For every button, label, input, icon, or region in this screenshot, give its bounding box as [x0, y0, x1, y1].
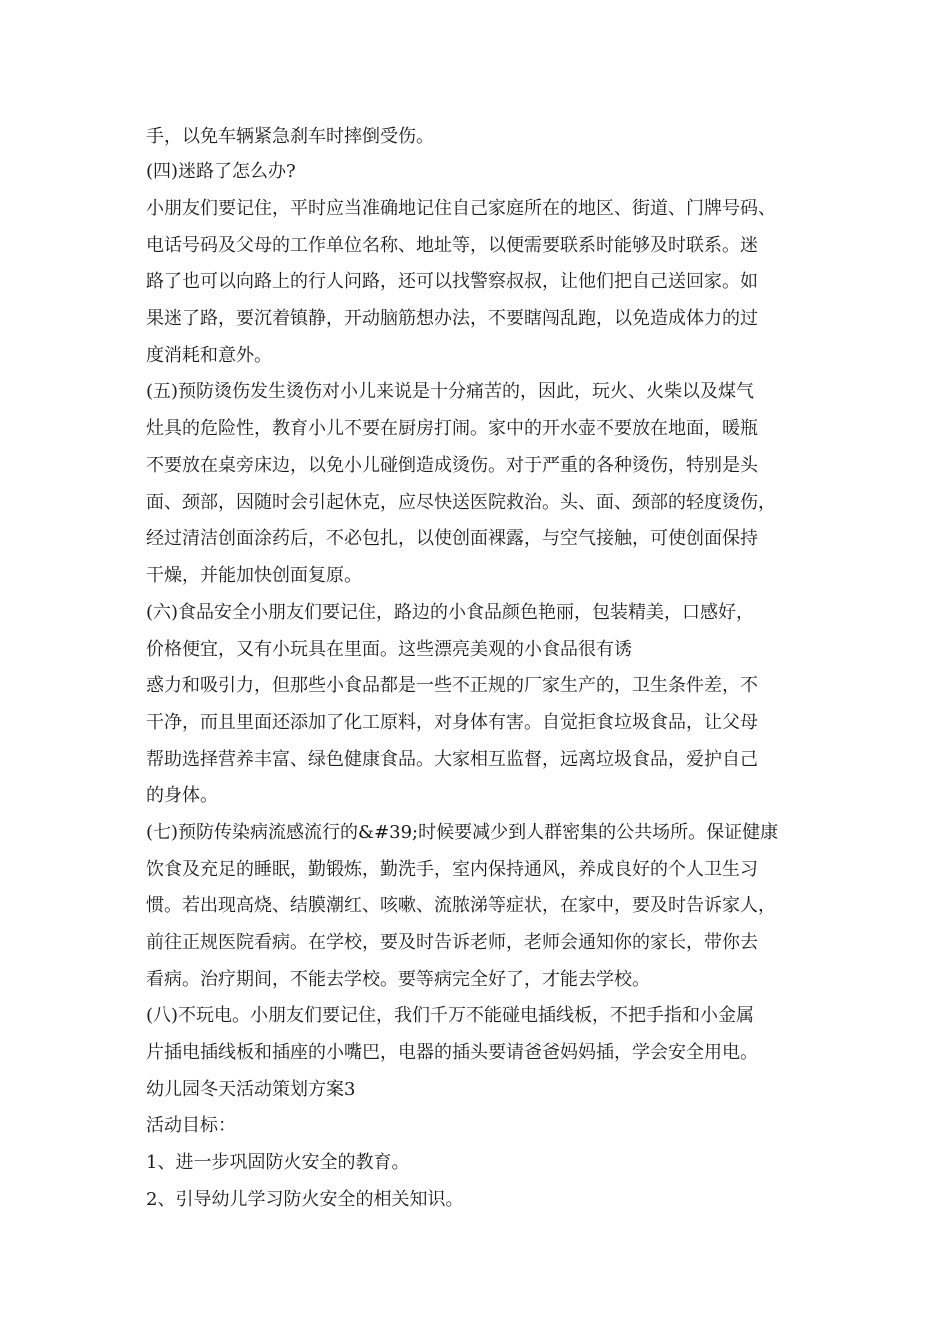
text-line: 价格便宜，又有小玩具在里面。这些漂亮美观的小食品很有诱	[146, 639, 632, 660]
text-line: 不要放在桌旁床边，以免小儿碰倒造成烫伤。对于严重的各种烫伤，特别是头	[146, 455, 758, 476]
text-line: 小朋友们要记住，平时应当准确地记住自己家庭所在的地区、街道、门牌号码、	[146, 198, 776, 219]
text-line: 灶具的危险性，教育小儿不要在厨房打闹。家中的开水壶不要放在地面，暖瓶	[146, 418, 758, 439]
text-line: 干燥，并能加快创面复原。	[146, 565, 362, 586]
text-line: 经过清洁创面涂药后，不必包扎，以使创面裸露，与空气接触，可使创面保持	[146, 528, 758, 549]
list-item: 1、进一步巩固防火安全的教育。	[146, 1152, 410, 1173]
text-line: 果迷了路，要沉着镇静，开动脑筋想办法，不要瞎闯乱跑，以免造成体力的过	[146, 308, 758, 329]
text-line: 片插电插线板和插座的小嘴巴，电器的插头要请爸爸妈妈插，学会安全用电。	[146, 1042, 758, 1063]
text-line: 帮助选择营养丰富、绿色健康食品。大家相互监督，远离垃圾食品，爱护自己	[146, 749, 758, 770]
document-section-title: 幼儿园冬天活动策划方案3	[146, 1079, 356, 1100]
text-line: (五)预防烫伤发生烫伤对小儿来说是十分痛苦的，因此，玩火、火柴以及煤气	[146, 381, 755, 402]
section-heading: (四)迷路了怎么办?	[146, 161, 296, 182]
text-line: 度消耗和意外。	[146, 345, 272, 366]
subheading: 活动目标：	[146, 1115, 236, 1136]
text-line: 前往正规医院看病。在学校，要及时告诉老师，老师会通知你的家长，带你去	[146, 932, 758, 953]
text-line: (八)不玩电。小朋友们要记住，我们千万不能碰电插线板，不把手指和小金属	[146, 1005, 755, 1026]
text-line: 电话号码及父母的工作单位名称、地址等，以便需要联系时能够及时联系。迷	[146, 235, 758, 256]
text-line: 看病。治疗期间，不能去学校。要等病完全好了，才能去学校。	[146, 969, 650, 990]
text-line: (六)食品安全小朋友们要记住，路边的小食品颜色艳丽，包装精美，口感好，	[146, 602, 755, 623]
text-line: 惑力和吸引力，但那些小食品都是一些不正规的厂家生产的，卫生条件差，不	[146, 675, 758, 696]
list-item: 2、引导幼儿学习防火安全的相关知识。	[146, 1189, 464, 1210]
text-line: 路了也可以向路上的行人问路，还可以找警察叔叔，让他们把自己送回家。如	[146, 271, 758, 292]
text-line: 干净，而且里面还添加了化工原料，对身体有害。自觉拒食垃圾食品，让父母	[146, 712, 758, 733]
text-line: 饮食及充足的睡眠，勤锻炼，勤洗手，室内保持通风，养成良好的个人卫生习	[146, 859, 758, 880]
text-line: 的身体。	[146, 785, 218, 806]
text-line: 惯。若出现高烧、结膜潮红、咳嗽、流脓涕等症状，在家中，要及时告诉家人，	[146, 895, 776, 916]
text-line: 面、颈部，因随时会引起休克，应尽快送医院救治。头、面、颈部的轻度烫伤，	[146, 492, 776, 513]
text-line: (七)预防传染病流感流行的&#39;时候要减少到人群密集的公共场所。保证健康	[146, 822, 779, 843]
text-line: 手，以免车辆紧急刹车时摔倒受伤。	[146, 126, 434, 147]
